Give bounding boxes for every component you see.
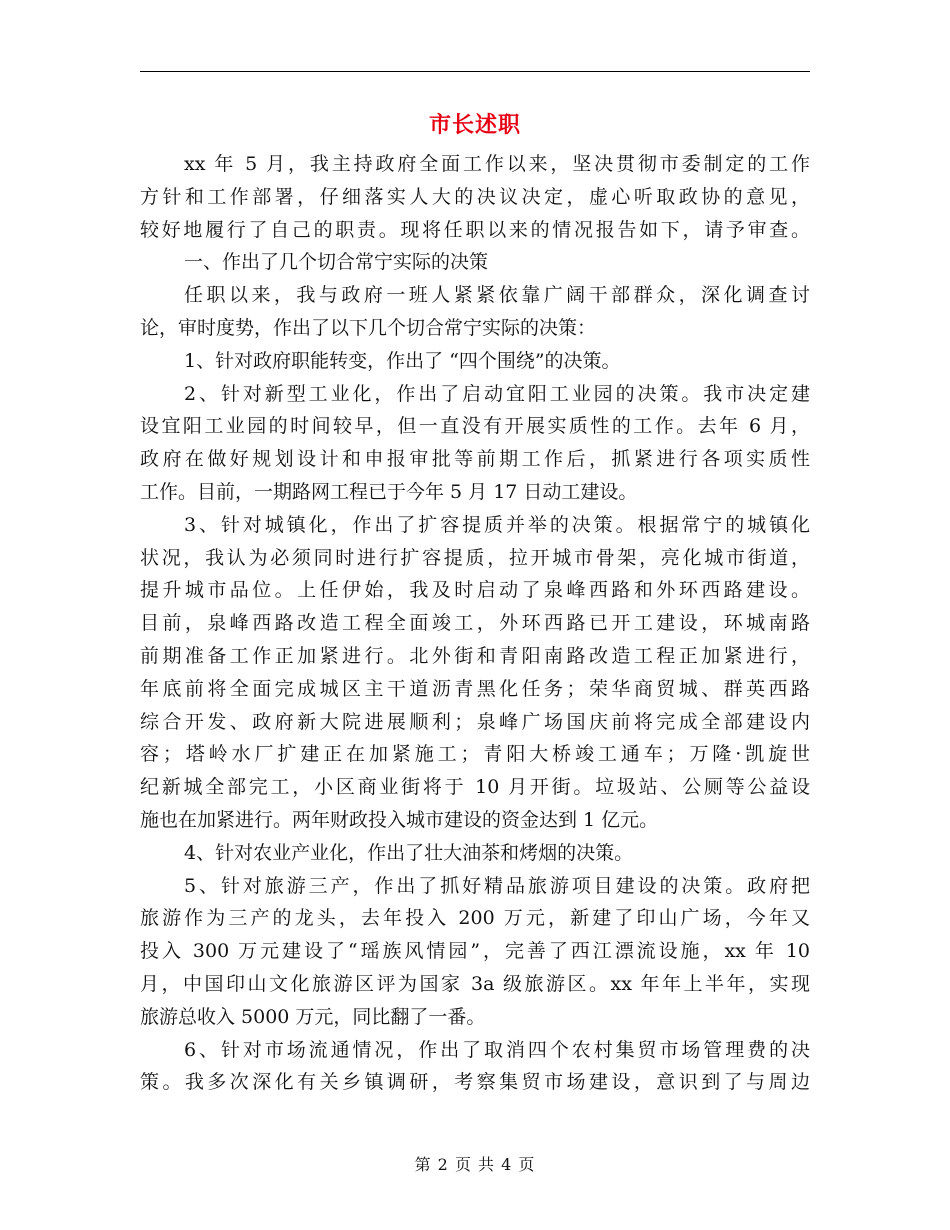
- text-line: 政府在做好规划设计和申报审批等前期工作后，抓紧进行各项实质性: [140, 448, 810, 471]
- text-line: 策。我多次深化有关乡镇调研，考察集贸市场建设，意识到了与周边: [140, 1071, 810, 1094]
- text-line: 旅游总收入 5000 万元，同比翻了一番。: [140, 1005, 486, 1028]
- text-line: 1、针对政府职能转变，作出了 “四个围绕”的决策。: [184, 349, 621, 372]
- text-line: 前期准备工作正加紧进行。北外街和青阳南路改造工程正加紧进行，: [140, 644, 810, 667]
- text-line: 任职以来，我与政府一班人紧紧依靠广阔干部群众，深化调查讨: [184, 284, 810, 307]
- text-line: xx 年 5 月，我主持政府全面工作以来，坚决贯彻市委制定的工作: [184, 153, 810, 175]
- text-line: 月，中国印山文化旅游区评为国家 3a 级旅游区。xx 年年上半年，实现: [140, 972, 810, 995]
- text-line: 5、针对旅游三产，作出了抓好精品旅游项目建设的决策。政府把: [184, 874, 810, 897]
- text-line: 容；塔岭水厂扩建正在加紧施工；青阳大桥竣工通车；万隆·凯旋世: [140, 743, 810, 766]
- document-title: 市长述职: [428, 113, 521, 138]
- header-rule: [140, 71, 810, 72]
- text-line: 6、针对市场流通情况，作出了取消四个农村集贸市场管理费的决: [184, 1038, 810, 1061]
- text-line: 目前，泉峰西路改造工程全面竣工，外环西路已开工建设，环城南路: [140, 612, 810, 635]
- text-line: 工作。目前，一期路网工程已于今年 5 月 17 日动工建设。: [140, 480, 638, 503]
- text-line: 提升城市品位。上任伊始，我及时启动了泉峰西路和外环西路建设。: [140, 579, 810, 602]
- text-line: 投入 300 万元建设了“瑶族风情园”，完善了西江漂流设施，xx 年 10: [140, 940, 810, 963]
- text-line: 旅游作为三产的龙头，去年投入 200 万元，新建了印山广场，今年又: [140, 907, 810, 930]
- text-line: 状况，我认为必须同时进行扩容提质，拉开城市骨架，亮化城市街道，: [140, 546, 810, 569]
- text-line: 设宜阳工业园的时间较早，但一直没有开展实质性的工作。去年 6 月，: [140, 415, 810, 438]
- text-line: 较好地履行了自己的职责。现将任职以来的情况报告如下，请予审查。: [140, 218, 810, 241]
- text-line: 施也在加紧进行。两年财政投入城市建设的资金达到 1 亿元。: [140, 808, 659, 831]
- text-line: 年底前将全面完成城区主干道沥青黑化任务；荣华商贸城、群英西路: [140, 677, 810, 700]
- document-body: [140, 148, 810, 1099]
- page-footer: 第 2 页 共 4 页: [414, 1155, 536, 1174]
- text-line: 3、针对城镇化，作出了扩容提质并举的决策。根据常宁的城镇化: [184, 513, 810, 536]
- text-line: 一、作出了几个切合常宁实际的决策: [184, 251, 489, 274]
- text-line: 2、针对新型工业化，作出了启动宜阳工业园的决策。我市决定建: [184, 382, 810, 405]
- text-line: 纪新城全部完工，小区商业街将于 10 月开街。垃圾站、公厕等公益设: [140, 776, 810, 799]
- text-line: 4、针对农业产业化，作出了壮大油茶和烤烟的决策。: [184, 841, 634, 864]
- text-line: 方针和工作部署，仔细落实人大的决议决定，虚心听取政协的意见，: [140, 185, 810, 208]
- text-line: 论，审时度势，作出了以下几个切合常宁实际的决策：: [140, 316, 597, 339]
- text-line: 综合开发、政府新大院进展顺利；泉峰广场国庆前将完成全部建设内: [140, 710, 810, 733]
